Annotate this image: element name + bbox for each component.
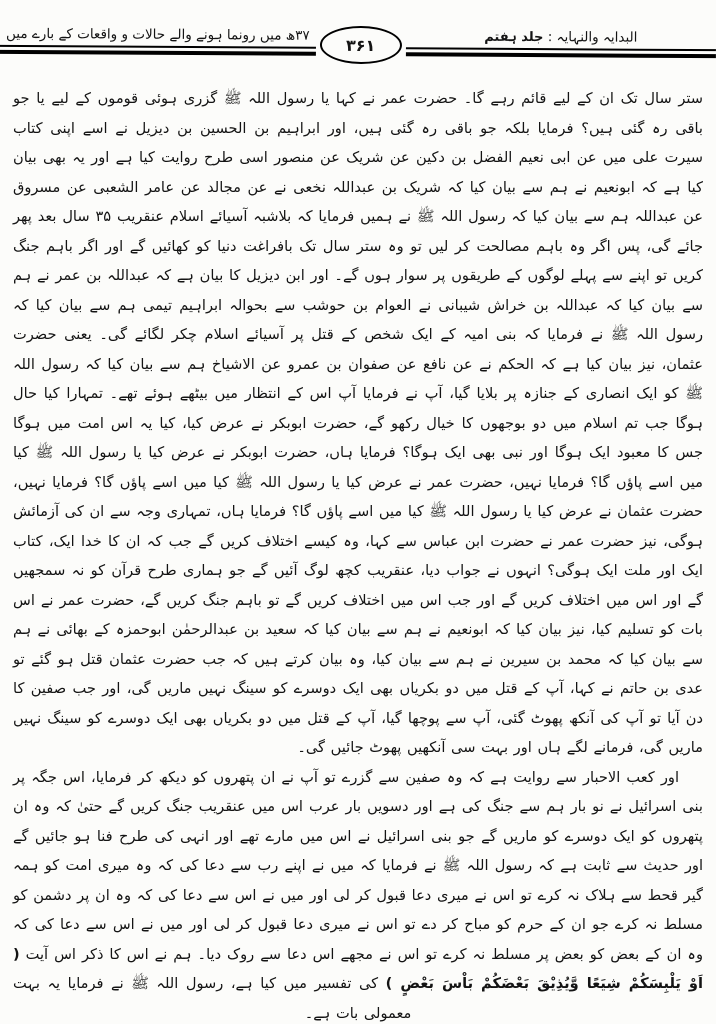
paragraph-2-tail: کی تفسیر میں کیا ہے، رسول اللہ ﷺ نے فرمایا یہ بہت معمولی بات ہے۔ (13, 975, 412, 1022)
chapter-title: ۳۷ھ میں رونما ہونے والے حالات و واقعات کے بارے میں (5, 25, 310, 44)
paragraph-2-text: اور کعب الاحبار سے روایت ہے کہ وہ صفین سے گزرے تو آپ نے ان پتھروں کو دیکھ کر فرمایا، اس جگہ پر بنی اسرائیل نے نو بار ہم سے جنگ کی ہے اور دسویں بار عرب اس میں عنقریب جنگ کریں گے حتیٰ کہ وہ ان پتھروں کو ایک دوسرے کو ماریں گے جو بنی اسرائیل نے اس میں مارے تھے اور انہی کی طرح فنا ہو جائیں گے اور حدیث سے ثابت ہے کہ رسول اللہ ﷺ نے فرمایا کہ میں نے اپنے رب سے دعا کی کہ وہ میری امت کو ہمہ گیر قحط سے ہلاک نہ کرے تو اس نے میری دعا قبول کر لی اور میں نے اس سے دعا کی کہ وہ ان پر دشمن کو مسلط نہ کرے جو ان کے حرم کو مباح کر دے تو اس نے میری دعا قبول کر لی اور میں نے اس سے دعا کی کہ وہ ان کے بعض کو بعض پر مسلط نہ کرے تو اس نے مجھے اس دعا سے روک دیا۔ ہم نے اس کا ذکر اس آیت (13, 768, 703, 963)
page-number: ۳۶۱ (345, 35, 376, 55)
page-number-oval (320, 26, 402, 65)
book-title-text: البدایہ والنہایہ : (547, 29, 638, 46)
chapter-title-block (0, 26, 316, 56)
page-header (0, 24, 716, 58)
book-title (406, 28, 716, 49)
header-rule-right (406, 47, 716, 58)
volume-label: جلد ہفتم (484, 29, 544, 46)
quran-verse: ( اَوْ يَلْبِسَكُمْ شِيَعًا وَّيُذِيْقَ بَعْضَكُمْ بَاْسَ بَعْضٍ ) (13, 945, 703, 992)
paragraph-1: ستر سال تک ان کے لیے قائم رہے گا۔ حضرت عمر نے کہا یا رسول اللہ ﷺ گزری ہوئی قوموں کے لیے یا جو باقی رہ گئی ہیں؟ فرمایا بلکہ جو باقی رہ گئی ہیں، اور ابراہیم بن الحسین بن دیزیل نے اسے اپنی کتاب سیرت علی میں عن ابی نعیم الفضل بن دکین عن شریک عن منصور اسی طرح روایت کیا ہے اور یہ بھی بیان کیا ہے کہ ابونعیم نے ہم سے بیان کیا کہ شریک بن عبداللہ نخعی نے عن مجالد عن عامر الشعبی عن مسروق عن عبداللہ ہم سے بیان کیا کہ رسول اللہ ﷺ نے ہمیں فرمایا کہ بلاشبہ آسیائے اسلام عنقریب ۳۵ سال بعد پھر جائے گی، پس اگر وہ باہم مصالحت کر لیں تو وہ ستر سال تک بافراغت دنیا کو کھائیں گے اور اگر باہم جنگ کریں تو اپنے سے پہلے لوگوں کے طریقوں پر سوار ہوں گے۔ اور ابن دیزیل کا بیان ہے کہ عبداللہ بن عمر نے ہم سے بیان کیا کہ عبداللہ بن خراش شیبانی نے العوام بن حوشب سے بحوالہ ابراہیم تیمی ہم سے بیان کیا کہ رسول اللہ ﷺ نے فرمایا کہ بنی امیہ کے ایک شخص کے قتل پر آسیائے اسلام چکر لگائے گی۔ یعنی حضرت عثمان، نیز بیان کیا ہے کہ الحکم نے عن نافع عن صفوان بن عمرو عن الاشیاخ ہم سے بیان کیا کہ رسول اللہ ﷺ کو ایک انصاری کے جنازہ پر بلایا گیا، آپ نے فرمایا آپ اس کے انتظار میں بیٹھے ہوئے تھے۔ تمہارا کیا حال ہوگا جب تم اسلام میں دو بوجھوں کا خیال رکھو گے، حضرت ابوبکر نے عرض کیا، کیا یہ اس امت میں ہوگا جس کا معبود ایک ہوگا اور نبی بھی ایک ہوگا؟ فرمایا ہاں، حضرت ابوبکر نے عرض کیا یا رسول اللہ ﷺ کیا میں اسے پاؤں گا؟ فرمایا نہیں، حضرت عمر نے عرض کیا یا رسول اللہ ﷺ کیا میں اسے پاؤں گا؟ فرمایا نہیں، حضرت عثمان نے عرض کیا یا رسول اللہ ﷺ کیا میں اسے پاؤں گا؟ فرمایا ہاں، تمہاری وجہ سے ان کی آزمائش ہوگی، نیز حضرت عمر نے حضرت ابن عباس سے کہا، وہ کیسے اختلاف کریں گے جب کہ ان کا خدا ایک، کتاب ایک اور ملت ایک ہوگی؟ انہوں نے جواب دیا، عنقریب کچھ لوگ آئیں گے جو ہماری طرح قرآن کو نہ سمجھیں گے اور اس میں اختلاف کریں گے اور جب اس میں اختلاف کریں گے تو باہم جنگ کریں گے، حضرت عمر نے اس بات کو تسلیم کیا، نیز بیان کیا کہ ابونعیم نے ہم سے بیان کیا کہ سعید بن عبدالرحمٰن ابوحمزہ کے بھائی نے ہم سے بیان کیا کہ محمد بن سیرین نے ہم سے بیان کیا، وہ بیان کرتے ہیں کہ جب حضرت عثمان قتل ہو گئے تو عدی بن حاتم نے کہا، آپ کے قتل میں دو بکریاں بھی ایک دوسرے کو سینگ نہیں ماریں گی، اور جب صفین کا دن آیا تو آپ کی آنکھ پھوٹ گئی، آپ سے پوچھا گیا، آپ کے قتل میں دو بکریاں بھی ایک دوسرے کو سینگ نہیں ماریں گی، فرمانے لگے ہاں اور بہت سی آنکھیں پھوٹ جائیں گی۔ (13, 90, 703, 756)
book-title-block (406, 28, 716, 58)
page-body (13, 84, 703, 1024)
paragraph-2 (13, 763, 703, 1024)
header-rule-left (0, 45, 316, 56)
